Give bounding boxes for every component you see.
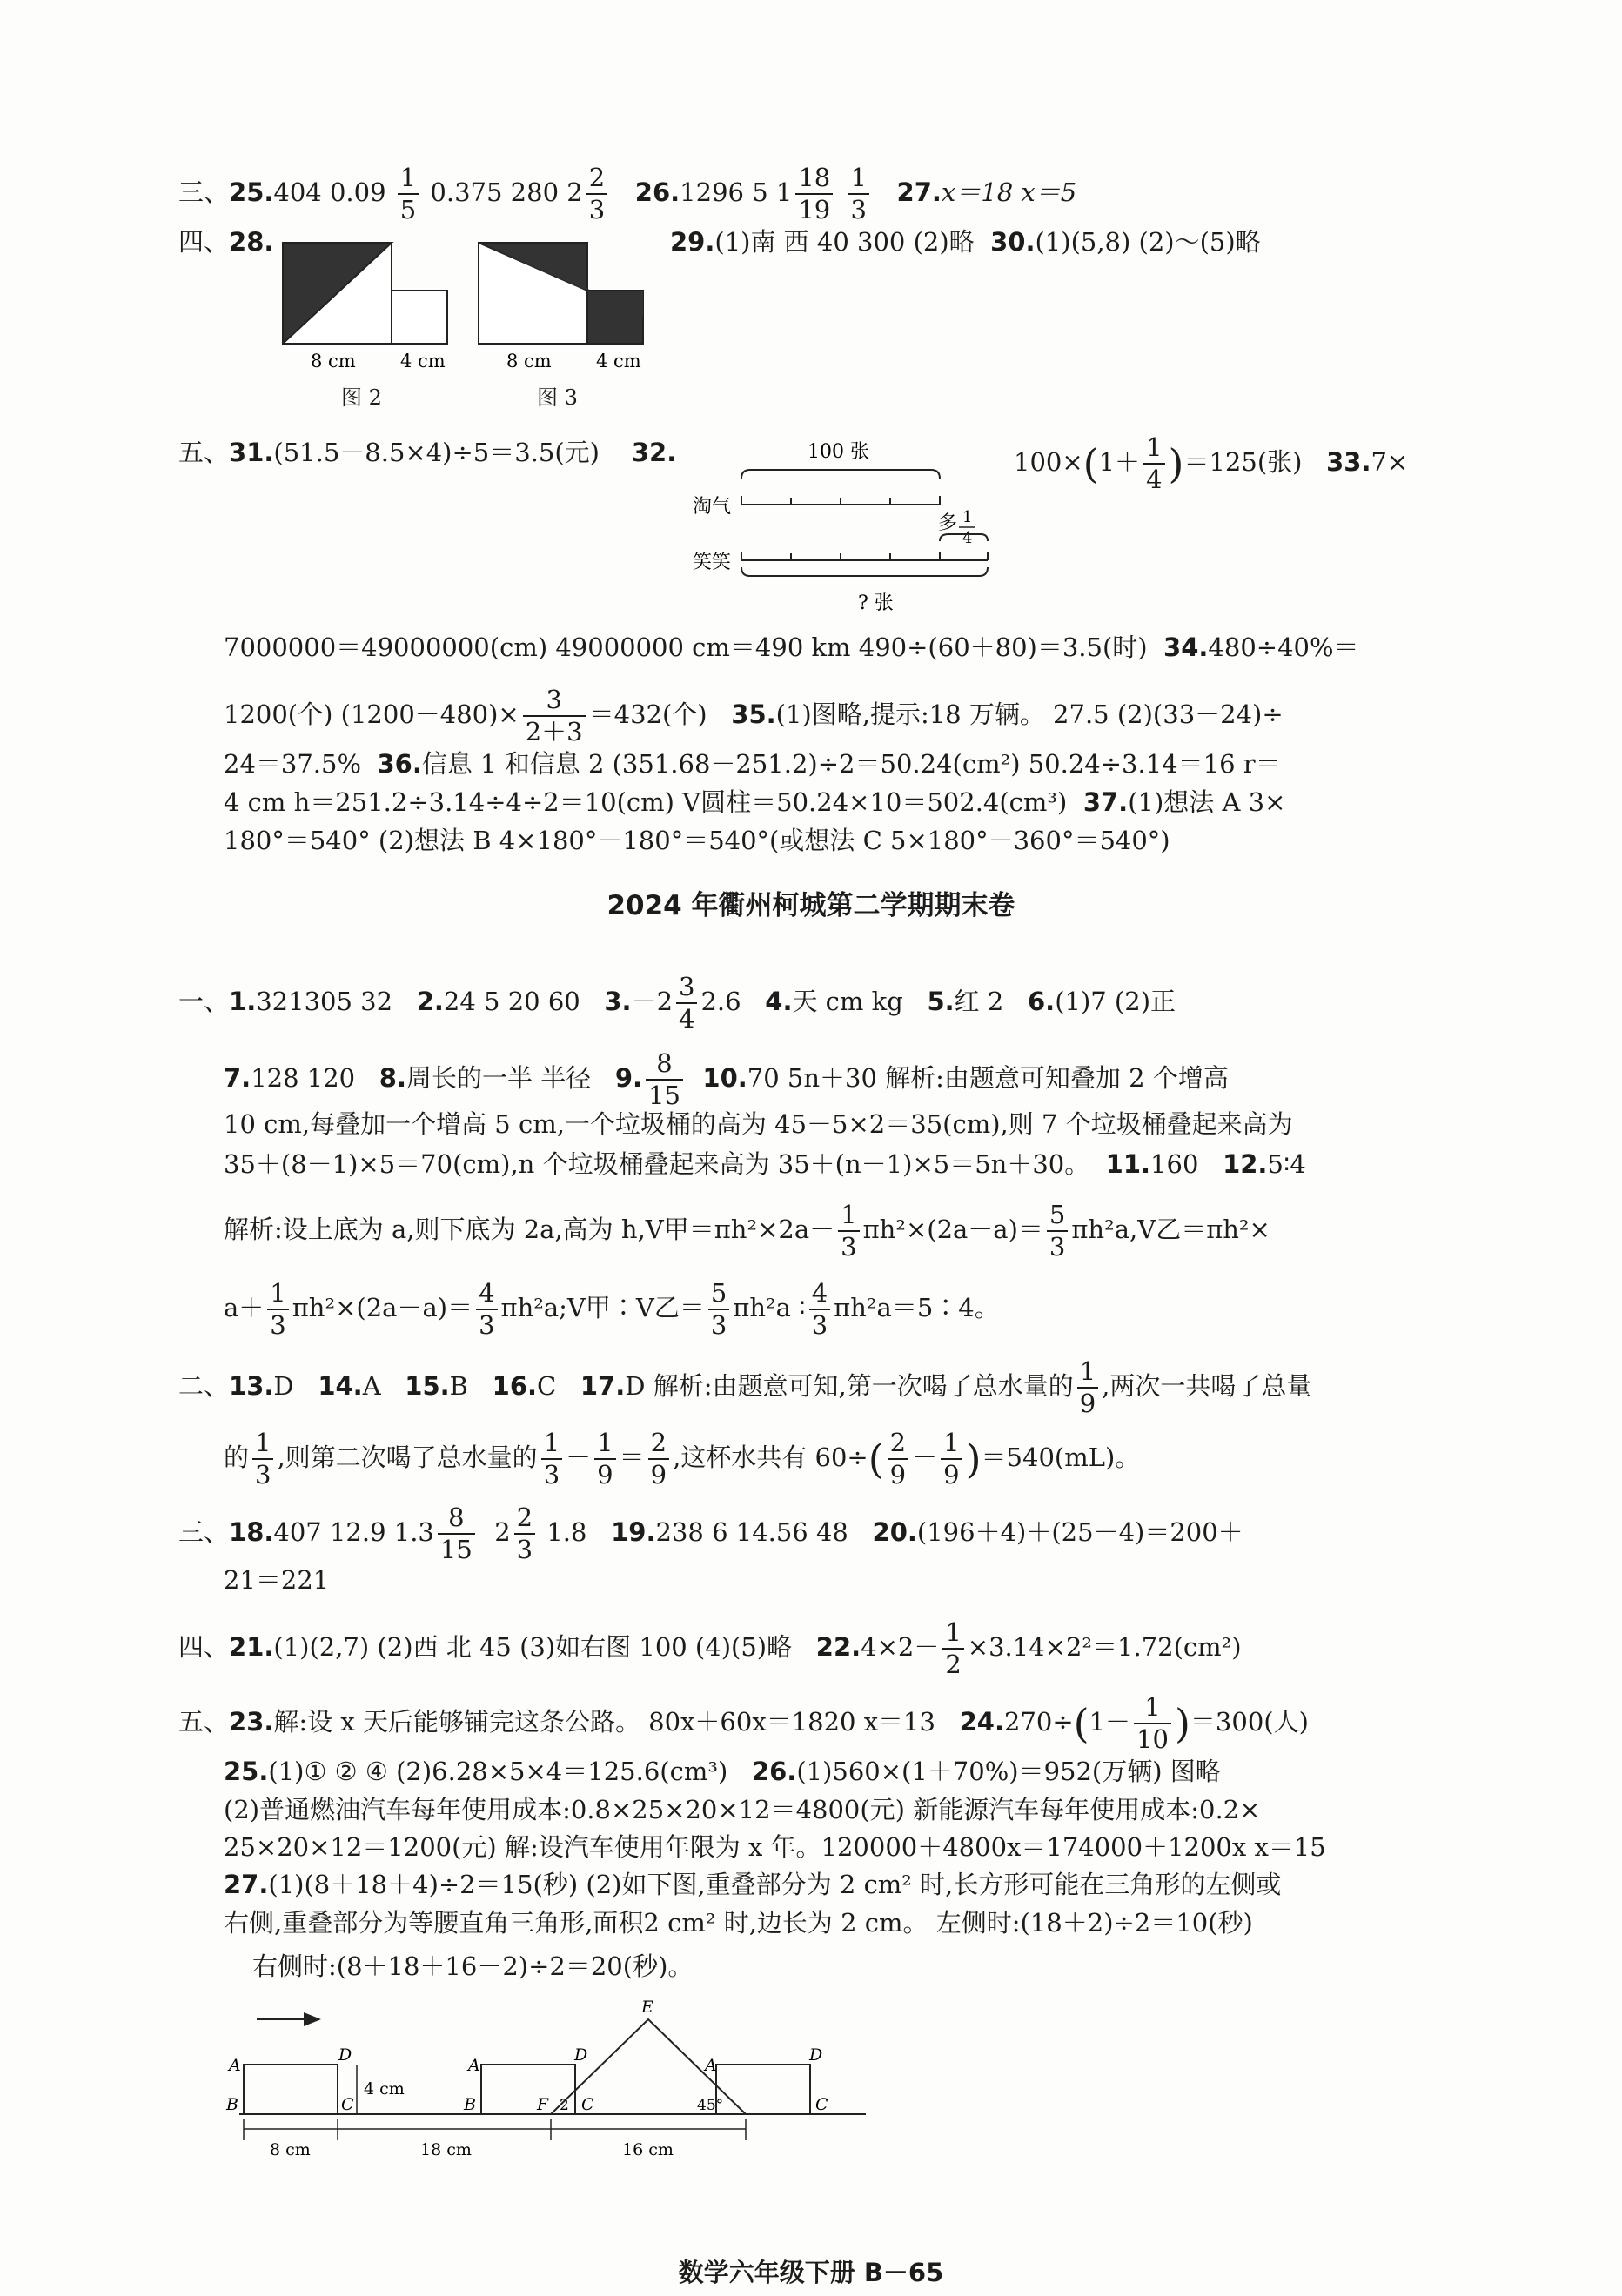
svg-text:C: C xyxy=(815,2095,828,2114)
svg-text:100 张: 100 张 xyxy=(808,441,869,463)
part1-line5: 解析:设上底为 a,则下底为 2a,高为 h,V甲＝πh²×2a－ $\frac{1}{3}$ πh²×(2a－a)＝ $\frac{5}{3}$ πh²a,V乙＝πh²× xyxy=(224,1200,1270,1262)
svg-text:淘气: 淘气 xyxy=(693,496,732,518)
answer-line-q25-27: 三、25.404 0.09 $\frac{1}{5}$ 0.375 280 2 $\frac{2}{3}$ 26.1296 5 1 $\frac{18}{19}$ $\frac{1}{3}$ 27.x＝18 x＝5 xyxy=(178,163,1077,224)
svg-text:D: D xyxy=(574,2045,588,2065)
svg-text:16 cm: 16 cm xyxy=(622,2140,674,2159)
answer-line: 7000000＝49000000(cm) 49000000 cm＝490 km 490÷(60＋80)＝3.5(时) 34.480÷40%＝ xyxy=(224,633,1359,662)
svg-text:B: B xyxy=(226,2095,238,2114)
answer-line-q31: 五、31.(51.5－8.5×4)÷5＝3.5(元) 32. xyxy=(178,438,677,467)
svg-text:D: D xyxy=(338,2045,352,2065)
dim-label: 8 cm xyxy=(506,351,552,372)
part2-line2: 的 $\frac{1}{3}$ ,则第二次喝了总水量的 $\frac{1}{3}$ － $\frac{1}{9}$ ＝ $\frac{2}{9}$ ,这杯水共有 60÷( $\frac{2}{9}$ － $\frac{1}{9}$ )＝540(mL)。 xyxy=(224,1428,1141,1489)
svg-text:多: 多 xyxy=(938,512,958,534)
svg-text:E: E xyxy=(641,1998,653,2017)
answer-line: 24＝37.5% 36.信息 1 和信息 2 (351.68－251.2)÷2＝50.24(cm²) 50.24÷3.14＝16 r＝ xyxy=(224,749,1281,779)
figure-2-caption: 图 2 xyxy=(341,385,382,410)
dim-label: 8 cm xyxy=(311,351,356,372)
part2-line1: 二、13.D 14.A 15.B 16.C 17.D 解析:由题意可知,第一次喝了总水量的 $\frac{1}{9}$ ,两次一共喝了总量 xyxy=(178,1356,1312,1418)
part5-line2: 25.(1)① ② ④ (2)6.28×5×4＝125.6(cm³) 26.(1)560×(1＋70%)＝952(万辆) 图略 xyxy=(224,1757,1221,1786)
figure-2 xyxy=(278,238,452,378)
svg-text:4: 4 xyxy=(962,529,973,547)
svg-text:8 cm: 8 cm xyxy=(270,2140,311,2159)
answer-q32-expr: 100×(1＋ $\frac{1}{4}$ )＝125(张) 33.7× xyxy=(1014,432,1409,494)
svg-text:F: F xyxy=(537,2095,549,2114)
svg-text:C: C xyxy=(341,2095,354,2114)
svg-text:A: A xyxy=(705,2056,717,2075)
fraction: $\frac{1}{5}$ xyxy=(398,165,419,223)
dim-label: 4 cm xyxy=(400,351,446,372)
answer-line: 4 cm h＝251.2÷3.14÷4÷2＝10(cm) V圆柱＝50.24×10＝502.4(cm³) 37.(1)想法 A 3× xyxy=(224,787,1286,817)
part1-line2: 7.128 120 8.周长的一半 半径 9. $\frac{8}{15}$ 10.70 5n＋30 解析:由题意可知叠加 2 个增高 xyxy=(224,1048,1229,1110)
part1-line3: 10 cm,每叠加一个增高 5 cm,一个垃圾桶的高为 45－5×2＝35(cm),则 7 个垃圾桶叠起来高为 xyxy=(224,1109,1293,1139)
answer-line: 180°＝540° (2)想法 B 4×180°－180°＝540°(或想法 C 5×180°－360°＝540°) xyxy=(224,826,1170,855)
part1-line1: 一、1.321305 32 2.24 5 20 60 3.－2 $\frac{3}{4}$ 2.6 4.天 cm kg 5.红 2 6.(1)7 (2)正 xyxy=(178,972,1176,1034)
svg-text:D: D xyxy=(809,2045,823,2065)
part1-line6: a＋ $\frac{1}{3}$ πh²×(2a－a)＝ $\frac{4}{3}$ πh²a;V甲∶V乙＝ $\frac{5}{3}$ πh²a ∶ $\frac{4}{3}$ πh²a＝5∶4。 xyxy=(224,1278,1000,1340)
svg-text:A: A xyxy=(468,2056,480,2075)
part5-line6: 右侧,重叠部分为等腰直角三角形,面积2 cm² 时,边长为 2 cm。 左侧时:(18＋2)÷2＝10(秒) xyxy=(224,1908,1253,1938)
exam-title: 2024 年衢州柯城第二学期期末卷 xyxy=(607,890,1015,921)
part5-line5: 27.(1)(8＋18＋4)÷2＝15(秒) (2)如下图,重叠部分为 2 cm² 时,长方形可能在三角形的左侧或 xyxy=(224,1870,1282,1899)
fraction: $\frac{1}{3}$ xyxy=(848,165,868,223)
part5-line3: (2)普通燃油汽车每年使用成本:0.8×25×20×12＝4800(元) 新能源汽车每年使用成本:0.2× xyxy=(224,1795,1261,1824)
fraction: $\frac{18}{19}$ xyxy=(795,165,833,223)
part1-line4: 35＋(8－1)×5＝70(cm),n 个垃圾桶叠起来高为 35＋(n－1)×5＝5n＋30。 11.160 12.5∶4 xyxy=(224,1149,1306,1179)
svg-text:B: B xyxy=(464,2095,476,2114)
section-4-prev-label: 四、28. xyxy=(178,227,274,257)
part5-line4: 25×20×12＝1200(元) 解:设汽车使用年限为 x 年。120000＋4800x＝174000＋1200x x＝15 xyxy=(224,1832,1326,1862)
motion-figure xyxy=(222,1988,883,2162)
svg-text:18 cm: 18 cm xyxy=(420,2140,472,2159)
line-segment-diagram xyxy=(687,435,1009,626)
figure-3-caption: 图 3 xyxy=(537,385,578,410)
svg-text:1: 1 xyxy=(962,508,973,526)
part3-line1: 三、18.407 12.9 1.3 $\frac{8}{15}$ 2 $\frac{2}{3}$ 1.8 19.238 6 14.56 48 20.(196＋4)＋(25－4)＝200＋ xyxy=(178,1503,1243,1564)
part5-line1: 五、23.解:设 x 天后能够铺完这条公路。 80x＋60x＝1820 x＝13 24.270÷(1－ $\frac{1}{10}$ )＝300(人) xyxy=(178,1692,1309,1754)
svg-text:C: C xyxy=(581,2095,594,2114)
part4-line1: 四、21.(1)(2,7) (2)西 北 45 (3)如右图 100 (4)(5)略 22.4×2－ $\frac{1}{2}$ ×3.14×2²＝1.72(cm²) xyxy=(178,1617,1242,1679)
part3-line2: 21＝221 xyxy=(224,1565,330,1595)
fraction: $\frac{2}{3}$ xyxy=(586,165,607,223)
svg-text:2: 2 xyxy=(560,2097,569,2114)
answer-line-q29-30: 29.(1)南 西 40 300 (2)略 30.(1)(5,8) (2)～(5)略 xyxy=(670,227,1261,257)
svg-text:? 张: ? 张 xyxy=(858,592,894,614)
part5-line7: 右侧时:(8＋18＋16－2)÷2＝20(秒)。 xyxy=(252,1951,694,1981)
page-footer: 数学六年级下册 B－65 xyxy=(678,2258,944,2287)
svg-text:45°: 45° xyxy=(697,2097,724,2114)
svg-text:A: A xyxy=(229,2056,241,2075)
figure-3 xyxy=(474,238,648,378)
dim-label: 4 cm xyxy=(596,351,641,372)
svg-text:笑笑: 笑笑 xyxy=(693,552,732,573)
answer-line: 1200(个) (1200－480)× $\frac{3}{2+3}$ ＝432(个) 35.(1)图略,提示:18 万辆。 27.5 (2)(33－24)÷ xyxy=(224,685,1284,746)
svg-text:4 cm: 4 cm xyxy=(364,2079,405,2099)
